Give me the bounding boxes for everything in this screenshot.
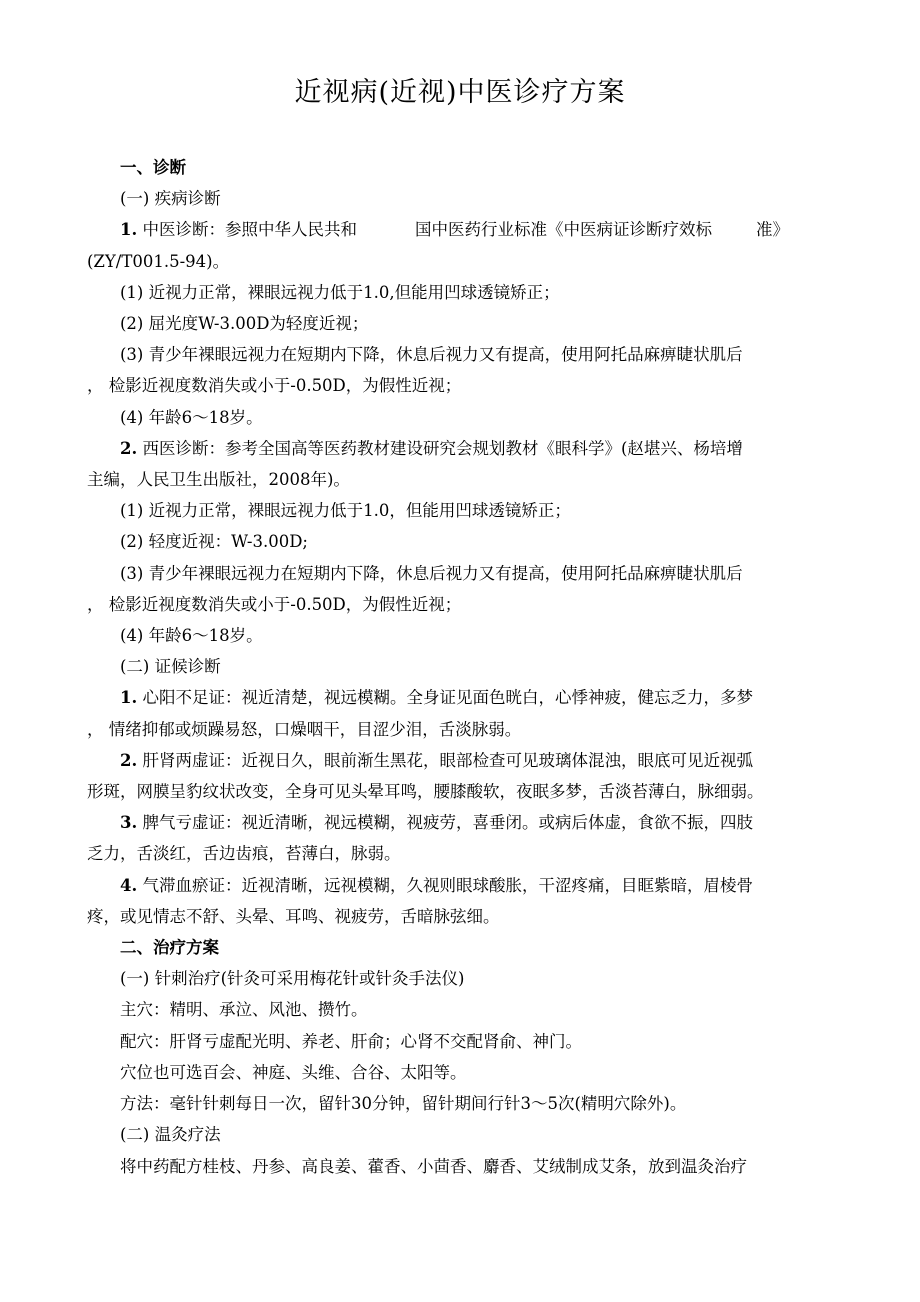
subsection-disease-diagnosis: (一) 疾病诊断 (120, 189, 221, 209)
document-body (87, 152, 840, 1182)
paragraph-secondary-points: 配穴：肝肾亏虚配光明、养老、肝俞；心肾不交配肾俞、神门。 (120, 1031, 582, 1051)
list-item: (3) 青少年裸眼远视力在短期内下降，休息后视力又有提高，使用阿托品麻痹睫状肌后 (120, 345, 743, 365)
paragraph-syndrome-2: 2. 肝肾两虚证：近视日久，眼前渐生黑花，眼部检查可见玻璃体混浊，眼底可见近视弧 (120, 750, 753, 770)
list-item: (1) 近视力正常，裸眼远视力低于1.0，但能用凹球透镜矫正； (120, 501, 571, 521)
subsection-syndrome-diagnosis: (二) 证候诊断 (120, 657, 221, 677)
paragraph-syndrome-4-cont: 疼，或见情志不舒、头晕、耳鸣、视疲劳，舌暗脉弦细。 (87, 906, 500, 926)
subsection-acupuncture: (一) 针刺治疗(针灸可采用梅花针或针灸手法仪) (120, 969, 465, 989)
paragraph-western-diagnosis-cont: 主编，人民卫生出版社，2008年)。 (87, 470, 350, 490)
section-heading-treatment: 二、治疗方案 (120, 938, 219, 958)
list-item: (4) 年龄6～18岁。 (120, 626, 263, 646)
list-item: (2) 轻度近视：W-3.00D; (120, 532, 308, 552)
list-item: (4) 年龄6～18岁。 (120, 407, 263, 427)
section-heading-diagnosis: 一、诊断 (120, 158, 186, 177)
paragraph-optional-points: 穴位也可选百会、神庭、头维、合谷、太阳等。 (120, 1062, 467, 1082)
item-number: 1. (120, 220, 138, 240)
paragraph-tcm-diagnosis-cont: (ZY/T001.5-94)。 (87, 251, 230, 271)
document-title: 近视病(近视)中医诊疗方案 (294, 77, 626, 108)
list-item: (3) 青少年裸眼远视力在短期内下降，休息后视力又有提高，使用阿托品麻痹睫状肌后 (120, 563, 743, 583)
list-item-cont: ， 检影近视度数消失或小于-0.50D，为假性近视； (87, 594, 462, 614)
item-number: 2. (120, 750, 138, 770)
paragraph-syndrome-4: 4. 气滞血瘀证：近视清晰，远视模糊，久视则眼球酸胀，干涩疼痛，目眶紫暗，眉棱骨 (120, 875, 753, 895)
subsection-moxibustion: (二) 温灸疗法 (120, 1125, 221, 1145)
paragraph-syndrome-2-cont: 形斑，网膜呈豹纹状改变，全身可见头晕耳鸣，腰膝酸软，夜眠多梦，舌淡苔薄白，脉细弱。 (87, 782, 764, 802)
item-number: 3. (120, 813, 138, 833)
paragraph-method: 方法：毫针针刺每日一次，留针30分钟，留针期间行针3～5次(精明穴除外)。 (120, 1094, 687, 1114)
item-number: 1. (120, 688, 138, 708)
paragraph-western-diagnosis: 2. 西医诊断：参考全国高等医药教材建设研究会规划教材《眼科学》(赵堪兴、杨培增 (120, 438, 743, 458)
paragraph-main-points: 主穴：精明、承泣、风池、攒竹。 (120, 1000, 368, 1020)
paragraph-syndrome-3-cont: 乏力，舌淡红，舌边齿痕，苔薄白，脉弱。 (87, 844, 401, 864)
paragraph-tcm-diagnosis: 1. 中医诊断：参照中华人民共和 国中医药行业标准《中医病证诊断疗效标 准》 (120, 220, 789, 240)
list-item: (1) 近视力正常，裸眼远视力低于1.0,但能用凹球透镜矫正； (120, 282, 560, 302)
item-number: 2. (120, 438, 138, 458)
list-item: (2) 屈光度W-3.00D为轻度近视； (120, 314, 369, 334)
paragraph-syndrome-1: 1. 心阳不足证：视近清楚，视远模糊。全身证见面色晄白，心悸神疲，健忘乏力，多梦 (120, 688, 753, 708)
paragraph-syndrome-1-cont: ， 情绪抑郁或烦躁易怒，口燥咽干，目涩少泪，舌淡脉弱。 (87, 719, 522, 739)
paragraph-moxibustion: 将中药配方桂枝、丹参、高良姜、藿香、小茴香、麝香、艾绒制成艾条，放到温灸治疗 (120, 1156, 747, 1176)
list-item-cont: ， 检影近视度数消失或小于-0.50D，为假性近视； (87, 376, 462, 396)
paragraph-syndrome-3: 3. 脾气亏虚证：视近清晰，视远模糊，视疲劳，喜垂闭。或病后体虚，食欲不振，四肢 (120, 813, 753, 833)
item-number: 4. (120, 875, 138, 895)
